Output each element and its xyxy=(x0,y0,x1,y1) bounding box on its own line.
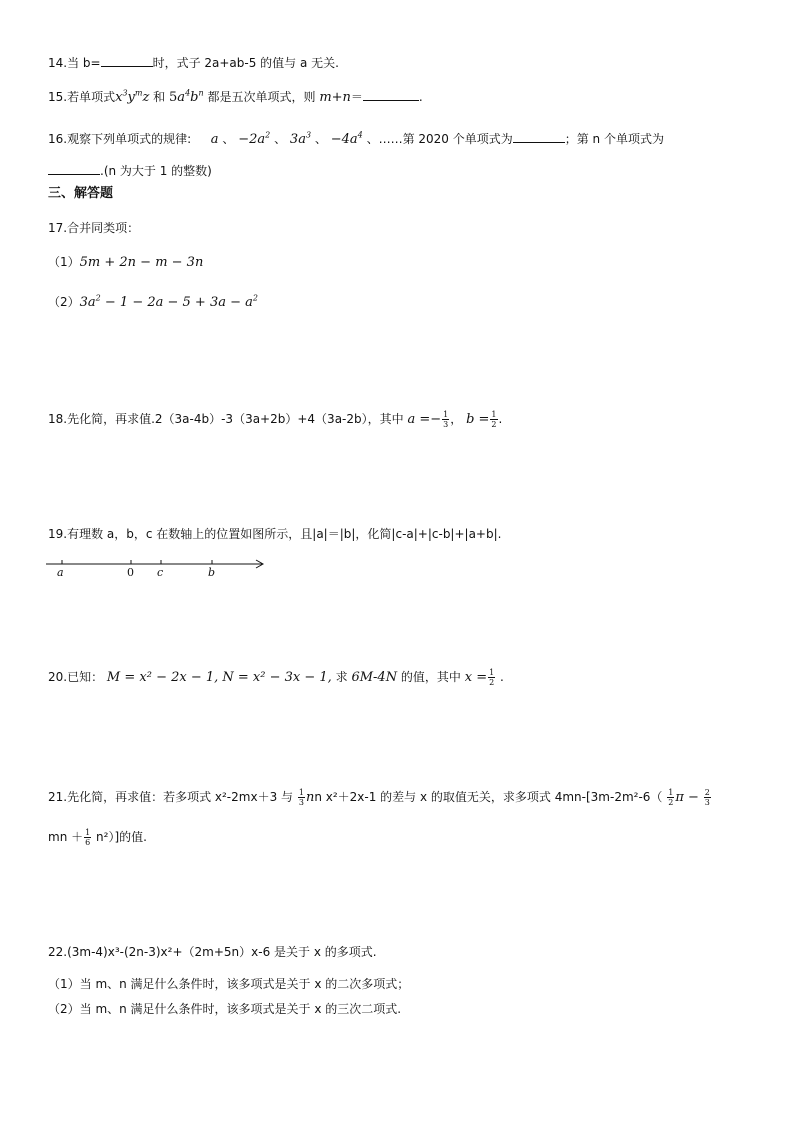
q18-var-b: b = xyxy=(466,412,490,427)
question-16-cont xyxy=(48,162,212,179)
q16-text-d: .(n 为大于 1 的整数) xyxy=(100,164,212,178)
question-16 xyxy=(48,130,664,148)
q20-expr: M = x² − 2x − 1, N = x² − 3x − 1, xyxy=(106,670,332,685)
q20-target: 6M-4N xyxy=(351,670,398,685)
q18-var-a: a =− xyxy=(407,412,442,427)
q16-term-4: $-4a^4$ xyxy=(330,130,363,147)
q20-text-a: 20.已知： xyxy=(48,670,104,684)
answer-blank[interactable] xyxy=(101,54,153,67)
question-20 xyxy=(48,668,504,687)
q15-text-a: 15.若单项式 xyxy=(48,90,116,104)
q20-var-x: x = xyxy=(464,670,488,685)
part-label: （1） xyxy=(48,255,80,269)
q16-term-3: $3a^3$ xyxy=(289,130,312,147)
q21-text-e: n²）]的值. xyxy=(92,830,147,844)
q16-term-1: a xyxy=(210,132,219,147)
answer-blank[interactable] xyxy=(48,162,100,175)
q15-end: . xyxy=(418,90,423,104)
label-b: b xyxy=(208,566,216,579)
question-17-part-2 xyxy=(48,294,258,311)
q20-text-b: 求 xyxy=(335,670,348,684)
question-15 xyxy=(48,88,423,106)
period: . xyxy=(500,670,504,684)
q15-equals: ＝ xyxy=(350,90,363,104)
fraction: $\frac{1}{3}$ xyxy=(298,788,304,807)
q17-expr-2: $3a^2 - 1 - 2a - 5 + 3a - a^2$ xyxy=(79,293,258,310)
q21-pi: π − xyxy=(675,790,699,805)
section-heading: 三、解答题 xyxy=(48,186,114,201)
question-21: 21.先化简，再求值：若多项式 x²-2mx＋3 与 $\frac{1}{3}$ nn x²＋2x-1 的差与 x 的取值无关，求多项式 4mn-[3m-2m²-6（ $\frac{1}{2}$ π − $\frac{2}{3}$ xyxy=(48,788,710,807)
question-14 xyxy=(48,54,339,71)
question-22-part-1: （1）当 m、n 满足什么条件时，该多项式是关于 x 的二次多项式； xyxy=(48,977,410,991)
q15-expr: m+n xyxy=(319,90,351,105)
separator: 、 xyxy=(314,132,327,146)
label-a: a xyxy=(57,566,64,579)
q16-text-b: 、……第 2020 个单项式为 xyxy=(366,132,513,146)
fraction: $\frac{1}{3}$ xyxy=(443,410,449,429)
answer-blank[interactable] xyxy=(363,88,419,101)
question-18 xyxy=(48,410,502,429)
q21-text-a: 21.先化简，再求值：若多项式 x²-2mx＋3 与 xyxy=(48,790,294,804)
question-19: 19.有理数 a，b，c 在数轴上的位置如图所示，且|a|＝|b|，化简|c-a|+|c-b|+|a+b|. xyxy=(48,527,502,541)
comma: ， xyxy=(450,412,463,426)
answer-blank[interactable] xyxy=(513,130,565,143)
q16-term-2: $-2a^2$ xyxy=(238,130,271,147)
monomial-1: $x^3y^mz$ xyxy=(115,88,150,105)
q21-text-b: n x²＋2x-1 的差与 x 的取值无关，求多项式 4mn-[3m-2m²-6（ xyxy=(314,790,663,804)
q14-text-a: 14.当 b= xyxy=(48,56,101,70)
q21-text-d: mn ＋ xyxy=(48,830,84,844)
fraction: $\frac{2}{3}$ xyxy=(704,788,710,807)
separator: 、 xyxy=(274,132,287,146)
q18-text: 18.先化简，再求值.2（3a-4b）-3（3a+2b）+4（3a-2b），其中 xyxy=(48,412,404,426)
q16-text-a: 16.观察下列单项式的规律: xyxy=(48,132,192,146)
question-22-part-2: （2）当 m、n 满足什么条件时，该多项式是关于 x 的三次二项式. xyxy=(48,1002,402,1016)
question-17-part-1 xyxy=(48,254,203,271)
question-21-cont xyxy=(48,828,147,847)
separator: 、 xyxy=(222,132,235,146)
fraction: $\frac{1}{2}$ xyxy=(491,410,497,429)
q14-text-b: 时，式子 2a+ab-5 的值与 a 无关. xyxy=(152,56,339,70)
fraction: $\frac{1}{2}$ xyxy=(489,668,495,687)
q17-expr-1: 5m + 2n − m − 3n xyxy=(79,255,204,270)
label-0: 0 xyxy=(127,566,134,579)
fraction: $\frac{1}{6}$ xyxy=(85,828,91,847)
q16-text-c: ；第 n 个单项式为 xyxy=(564,132,664,146)
part-label: （2） xyxy=(48,295,80,309)
fraction: $\frac{1}{2}$ xyxy=(668,788,674,807)
question-22-title: 22.(3m-4)x³-(2n-3)x²+（2m+5n）x-6 是关于 x 的多项式. xyxy=(48,945,377,959)
question-17-title: 17.合并同类项： xyxy=(48,221,140,235)
q15-text-b: 和 xyxy=(153,90,166,104)
monomial-2: $5a^4b^n$ xyxy=(169,88,204,105)
q15-text-c: 都是五次单项式，则 xyxy=(207,90,316,104)
number-line xyxy=(44,554,270,580)
period: . xyxy=(498,412,503,426)
q20-text-d: 的值，其中 xyxy=(400,670,461,684)
label-c: c xyxy=(157,566,164,579)
